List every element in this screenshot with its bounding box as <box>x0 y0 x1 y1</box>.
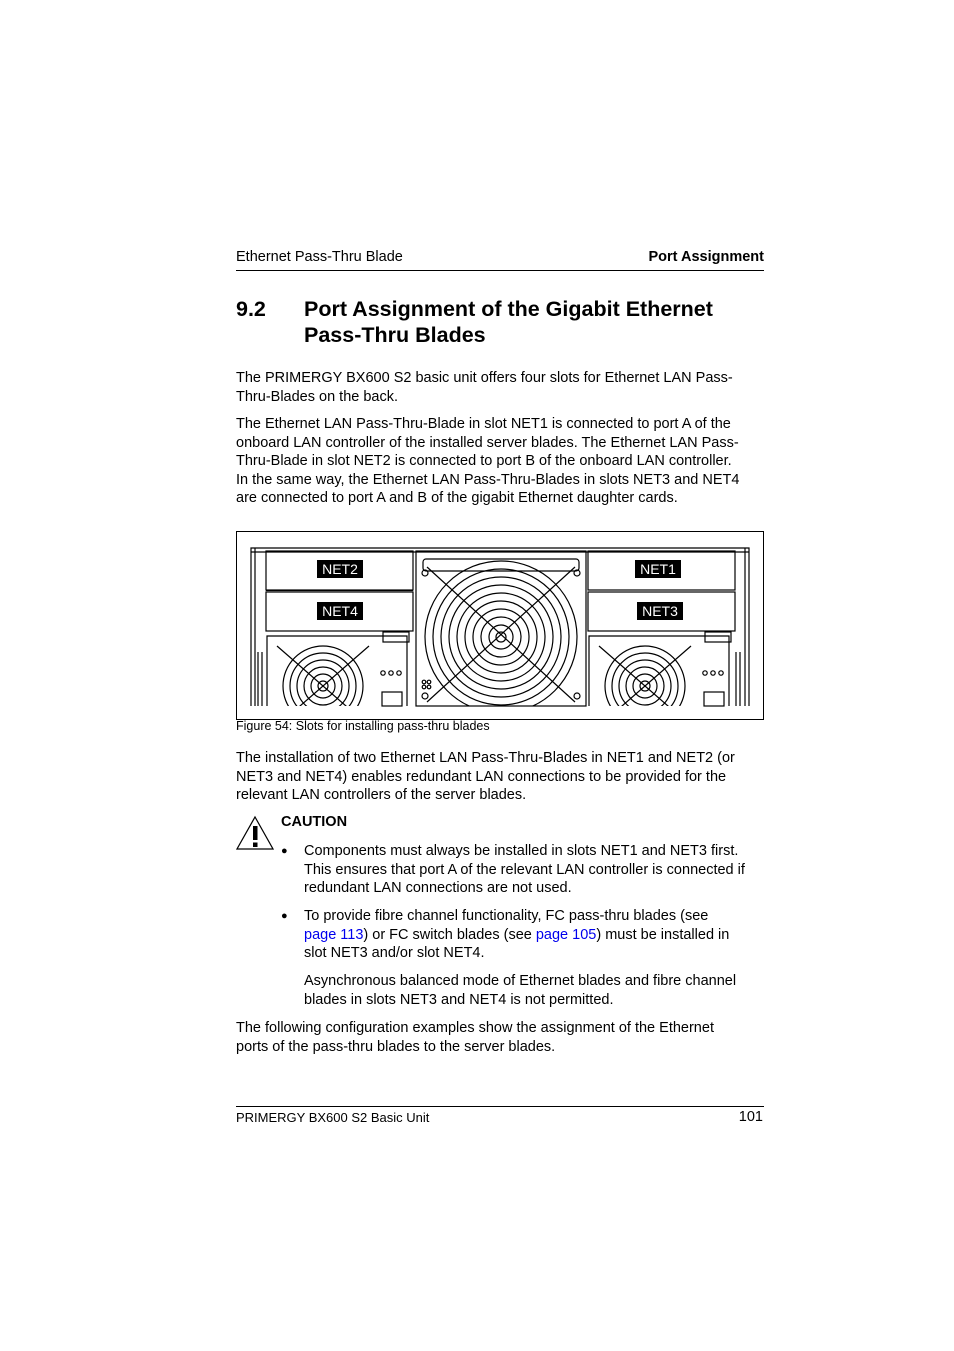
caution-item-1 <box>304 842 766 898</box>
text-fragment: ) must be installed in <box>596 926 730 943</box>
text-line: The PRIMERGY BX600 S2 basic unit offers four slots for Ethernet LAN Pass- <box>236 370 733 386</box>
text-line: slot NET3 and/or slot NET4. <box>304 945 485 962</box>
text-line: The installation of two Ethernet LAN Pass-Thru-Blades in NET1 and NET2 (or <box>236 750 735 766</box>
paragraph-redundancy <box>236 749 766 805</box>
section-title-line2: Pass-Thru Blades <box>304 323 486 347</box>
text-line: To provide fibre channel functionality, FC pass-thru blades (see <box>304 908 709 924</box>
net2-label: NET2 <box>322 561 358 577</box>
page-number: 101 <box>738 1109 763 1125</box>
net1-label: NET1 <box>640 561 676 577</box>
text-line: In the same way, the Ethernet LAN Pass-Thru-Blades in slots NET3 and NET4 <box>236 471 740 488</box>
caution-title: CAUTION <box>281 814 348 830</box>
text-line: redundant LAN connections are not used. <box>304 880 572 897</box>
net4-label: NET4 <box>322 603 358 619</box>
text-line: The Ethernet LAN Pass-Thru-Blade in slot NET1 is connected to port A of the <box>236 416 731 432</box>
paragraph-intro <box>236 369 766 406</box>
footer-rule <box>236 1106 764 1107</box>
running-header-chapter: Ethernet Pass-Thru Blade <box>236 249 403 265</box>
bullet-icon: ● <box>281 910 288 922</box>
text-line: Thru-Blades on the back. <box>236 388 399 405</box>
text-line: are connected to port A and B of the gigabit Ethernet daughter cards. <box>236 490 678 507</box>
text-line: relevant LAN controllers of the server blades. <box>236 787 527 804</box>
text-line: Thru-Blade in slot NET2 is connected to port B of the onboard LAN controller. <box>236 453 732 470</box>
text-fragment: ) or FC switch blades (see <box>363 926 536 943</box>
text-line: onboard LAN controller of the installed server blades. The Ethernet LAN Pass- <box>236 434 739 451</box>
text-line: Asynchronous balanced mode of Ethernet blades and fibre channel <box>304 973 737 989</box>
figure-caption: Figure 54: Slots for installing pass-thru blades <box>236 719 490 733</box>
text-line: NET3 and NET4) enables redundant LAN connections to be provided for the <box>236 768 727 785</box>
text-line: The following configuration examples show the assignment of the Ethernet <box>236 1020 714 1036</box>
text-line: Components must always be installed in slots NET1 and NET3 first. <box>304 843 739 859</box>
section-number: 9.2 <box>236 297 266 321</box>
bullet-icon: ● <box>281 845 288 857</box>
net3-label: NET3 <box>642 603 678 619</box>
section-title-line1: Port Assignment of the Gigabit Ethernet <box>304 297 713 321</box>
paragraph-examples <box>236 1019 766 1056</box>
link-page-113[interactable]: page 113 <box>304 926 364 943</box>
running-header-section: Port Assignment <box>648 249 764 265</box>
caution-item-2 <box>304 907 766 963</box>
text-line: This ensures that port A of the relevant LAN controller is connected if <box>304 861 745 878</box>
text-line: blades in slots NET3 and NET4 is not permitted. <box>304 991 614 1008</box>
header-rule <box>236 270 764 271</box>
paragraph-connections <box>236 415 766 508</box>
section-title <box>304 296 713 348</box>
figure-slots <box>236 531 764 720</box>
caution-warning-icon <box>236 815 274 851</box>
footer-product: PRIMERGY BX600 S2 Basic Unit <box>236 1110 430 1125</box>
chassis-rear-illustration <box>237 532 763 719</box>
link-page-105[interactable]: page 105 <box>535 926 597 943</box>
text-line: ports of the pass-thru blades to the server blades. <box>236 1038 556 1055</box>
caution-item-2-note <box>304 972 766 1009</box>
